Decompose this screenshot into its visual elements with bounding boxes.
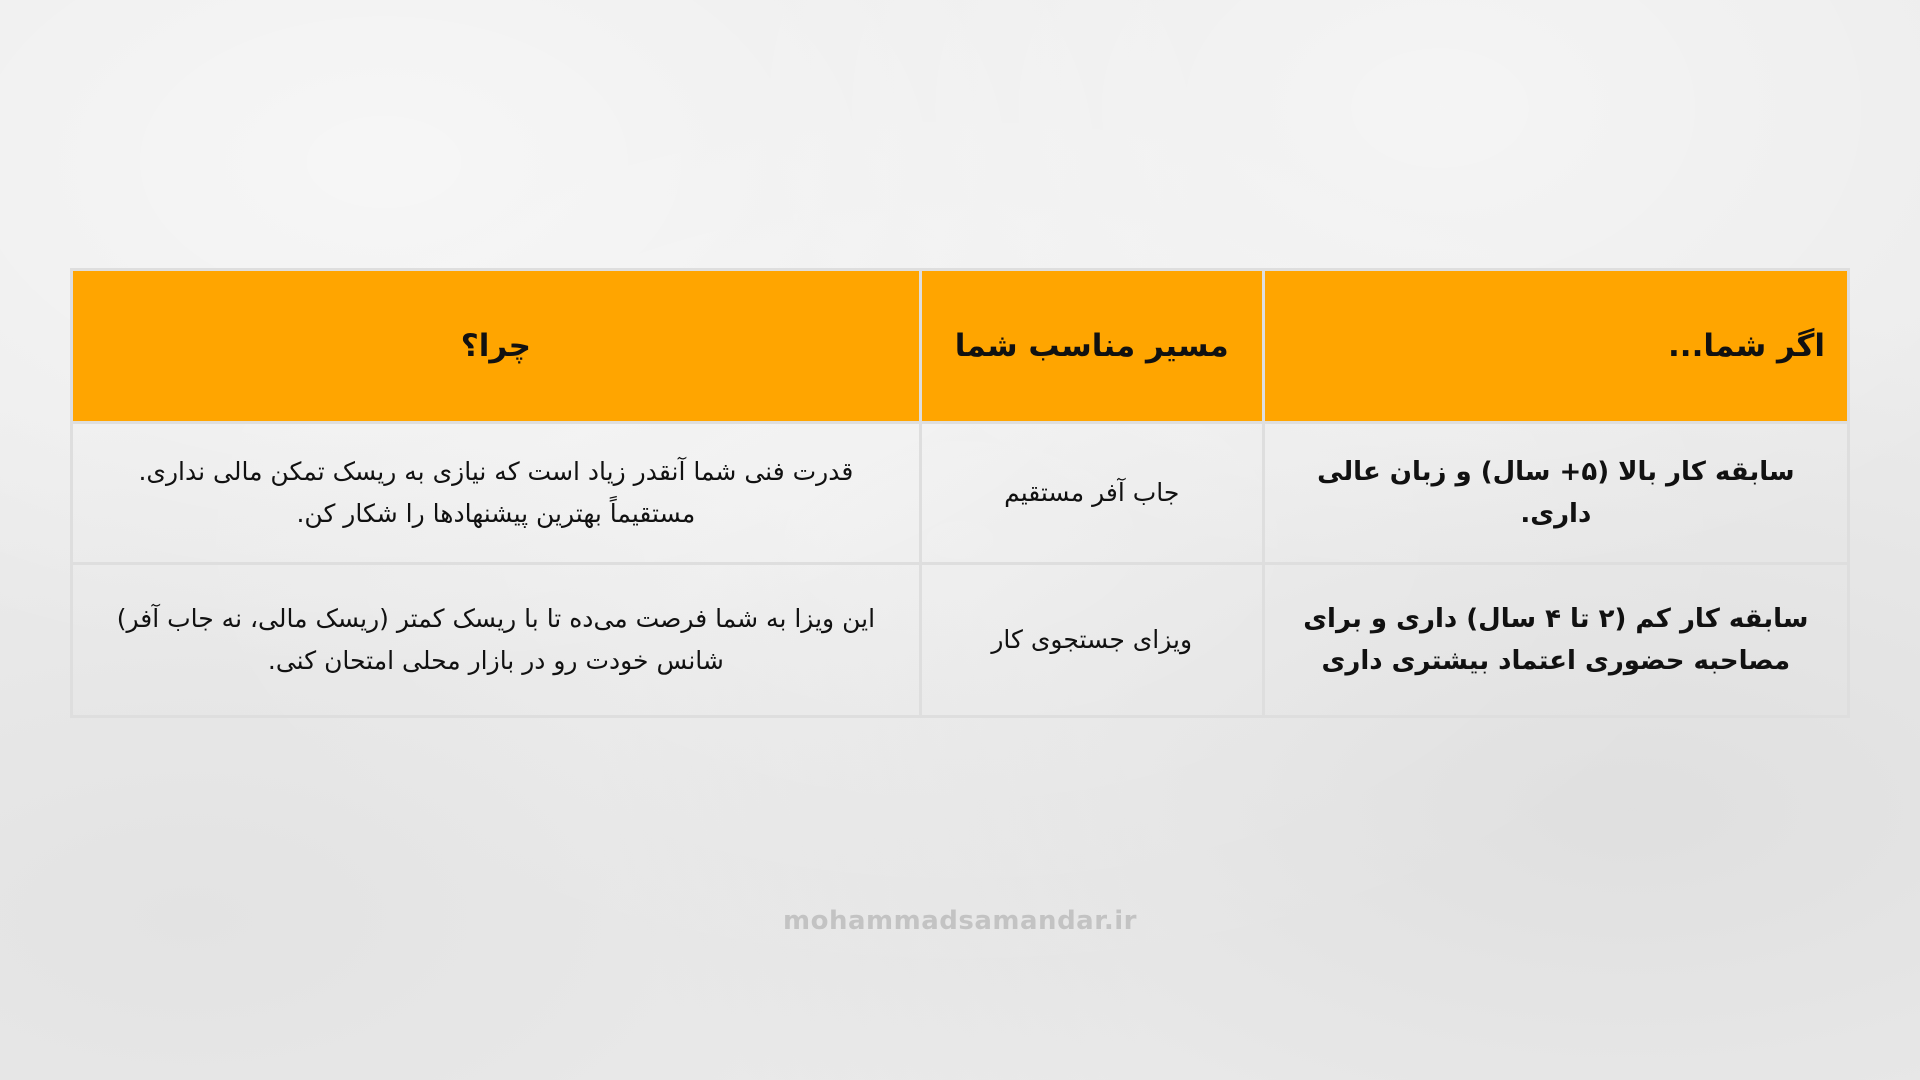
table-row [72,564,1849,717]
table-row [72,423,1849,564]
cell-if-you [1263,564,1848,717]
cell-why [72,423,921,564]
cell-if-you-line: سابقه کار کم (۲ تا ۴ سال) داری و برای [1303,604,1809,634]
cell-path: جاب آفر مستقیم [920,423,1263,564]
cell-why-line: این ویزا به شما فرصت می‌ده تا با ریسک کمتر (ریسک مالی، نه جاب آفر) [116,604,876,633]
footer-site-url: mohammadsamandar.ir [783,906,1137,936]
cell-why-line: شانس خودت رو در بازار محلی امتحان کنی. [267,646,724,675]
header-path: مسیر مناسب شما [920,270,1263,423]
comparison-table [70,268,1850,718]
cell-why [72,564,921,717]
cell-if-you: سابقه کار بالا (۵+ سال) و زبان عالی داری. [1263,423,1848,564]
header-why: چرا؟ [72,270,921,423]
cell-why-line: قدرت فنی شما آنقدر زیاد است که نیازی به ریسک تمکن مالی نداری. [138,457,854,486]
header-if-you: اگر شما... [1263,270,1848,423]
cell-path: ویزای جستجوی کار [920,564,1263,717]
cell-if-you-line: مصاحبه حضوری اعتماد بیشتری داری [1321,646,1791,676]
table-header-row [72,270,1849,423]
cell-why-line: مستقیماً بهترین پیشنهادها را شکار کن. [296,499,696,528]
